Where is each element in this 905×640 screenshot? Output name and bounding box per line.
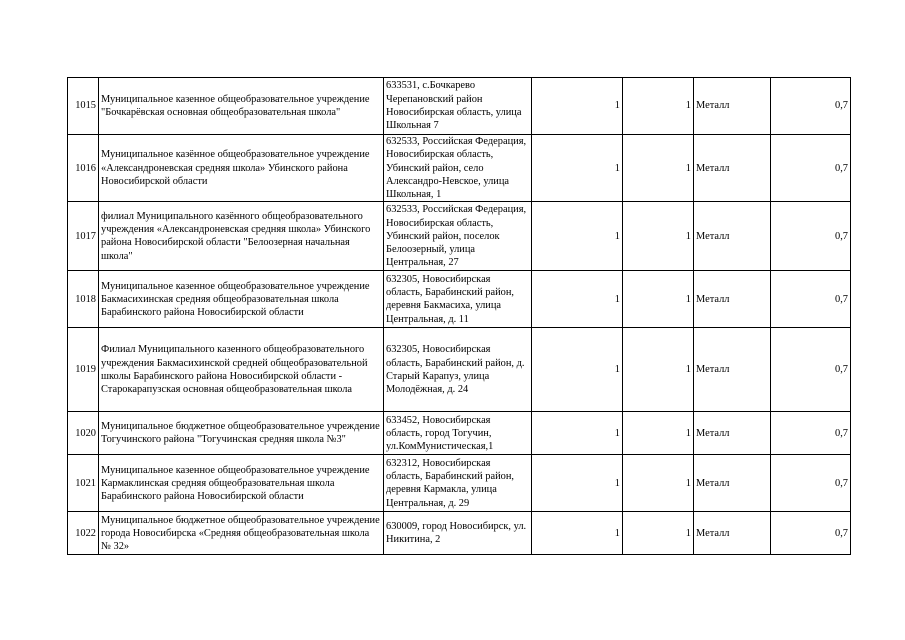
volume: 0,7 bbox=[771, 512, 851, 555]
institution-address: 633452, Новосибирская область, город Тогучин, ул.КомМунистическая,1 bbox=[384, 412, 532, 455]
table-row bbox=[68, 202, 851, 271]
material: Металл bbox=[694, 78, 771, 135]
material: Металл bbox=[694, 135, 771, 202]
table-row bbox=[68, 455, 851, 512]
row-number: 1019 bbox=[68, 328, 99, 412]
quantity-1: 1 bbox=[532, 412, 623, 455]
row-number: 1022 bbox=[68, 512, 99, 555]
institution-name: Муниципальное бюджетное общеобразовательное учреждение Тогучинского района "Тогучинская средняя школа №3" bbox=[99, 412, 384, 455]
quantity-2: 1 bbox=[623, 135, 694, 202]
quantity-2: 1 bbox=[623, 512, 694, 555]
table-row bbox=[68, 328, 851, 412]
table-row bbox=[68, 412, 851, 455]
institution-address: 632305, Новосибирская область, Барабинский район, деревня Бакмасиха, улица Центральная, д. 11 bbox=[384, 271, 532, 328]
institution-name: филиал Муниципального казённого общеобразовательного учреждения «Александроневская средняя школа» Убинского района Новосибирской области "Белоозерная начальная школа" bbox=[99, 202, 384, 271]
volume: 0,7 bbox=[771, 271, 851, 328]
row-number: 1017 bbox=[68, 202, 99, 271]
material: Металл bbox=[694, 512, 771, 555]
volume: 0,7 bbox=[771, 412, 851, 455]
row-number: 1021 bbox=[68, 455, 99, 512]
row-number: 1016 bbox=[68, 135, 99, 202]
institution-address: 632533, Российская Федерация, Новосибирская область, Убинский район, село Александро-Невское, улица Школьная, 1 bbox=[384, 135, 532, 202]
volume: 0,7 bbox=[771, 135, 851, 202]
material: Металл bbox=[694, 455, 771, 512]
volume: 0,7 bbox=[771, 78, 851, 135]
material: Металл bbox=[694, 202, 771, 271]
material: Металл bbox=[694, 412, 771, 455]
table-row bbox=[68, 512, 851, 555]
quantity-1: 1 bbox=[532, 202, 623, 271]
institution-address: 632312, Новосибирская область, Барабинский район, деревня Кармакла, улица Центральная, д. 29 bbox=[384, 455, 532, 512]
institution-address: 630009, город Новосибирск, ул. Никитина, 2 bbox=[384, 512, 532, 555]
material: Металл bbox=[694, 271, 771, 328]
quantity-2: 1 bbox=[623, 78, 694, 135]
material: Металл bbox=[694, 328, 771, 412]
table-row bbox=[68, 135, 851, 202]
row-number: 1015 bbox=[68, 78, 99, 135]
institution-name: Филиал Муниципального казенного общеобразовательного учреждения Бакмасихинской средней общеобразовательной школы Барабинского района Новосибирской области - Старокарапузская основная общеобразовательная школа bbox=[99, 328, 384, 412]
quantity-2: 1 bbox=[623, 455, 694, 512]
institution-address: 633531, с.Бочкарево Черепановский район Новосибирская область, улица Школьная 7 bbox=[384, 78, 532, 135]
quantity-2: 1 bbox=[623, 202, 694, 271]
quantity-2: 1 bbox=[623, 271, 694, 328]
institution-name: Муниципальное бюджетное общеобразовательное учреждение города Новосибирска «Средняя общеобразовательная школа № 32» bbox=[99, 512, 384, 555]
institution-name: Муниципальное казённое общеобразовательное учреждение «Александроневская средняя школа» Убинского района Новосибирской области bbox=[99, 135, 384, 202]
institution-name: Муниципальное казенное общеобразовательное учреждение "Бочкарёвская основная общеобразовательная школа" bbox=[99, 78, 384, 135]
quantity-1: 1 bbox=[532, 78, 623, 135]
quantity-1: 1 bbox=[532, 328, 623, 412]
institution-address: 632533, Российская Федерация, Новосибирская область, Убинский район, поселок Белоозерный, улица Центральная, 27 bbox=[384, 202, 532, 271]
row-number: 1018 bbox=[68, 271, 99, 328]
volume: 0,7 bbox=[771, 328, 851, 412]
institution-name: Муниципальное казенное общеобразовательное учреждение Бакмасихинская средняя общеобразовательная школа Барабинского района Новосибирской области bbox=[99, 271, 384, 328]
institution-address: 632305, Новосибирская область, Барабинский район, д. Старый Карапуз, улица Молодёжная, д. 24 bbox=[384, 328, 532, 412]
quantity-1: 1 bbox=[532, 271, 623, 328]
table-row bbox=[68, 78, 851, 135]
quantity-2: 1 bbox=[623, 412, 694, 455]
institution-name: Муниципальное казенное общеобразовательное учреждение Кармаклинская средняя общеобразовательная школа Барабинского района Новосибирской области bbox=[99, 455, 384, 512]
volume: 0,7 bbox=[771, 202, 851, 271]
quantity-1: 1 bbox=[532, 512, 623, 555]
table-row bbox=[68, 271, 851, 328]
registry-table bbox=[67, 77, 851, 555]
quantity-2: 1 bbox=[623, 328, 694, 412]
quantity-1: 1 bbox=[532, 135, 623, 202]
row-number: 1020 bbox=[68, 412, 99, 455]
volume: 0,7 bbox=[771, 455, 851, 512]
quantity-1: 1 bbox=[532, 455, 623, 512]
